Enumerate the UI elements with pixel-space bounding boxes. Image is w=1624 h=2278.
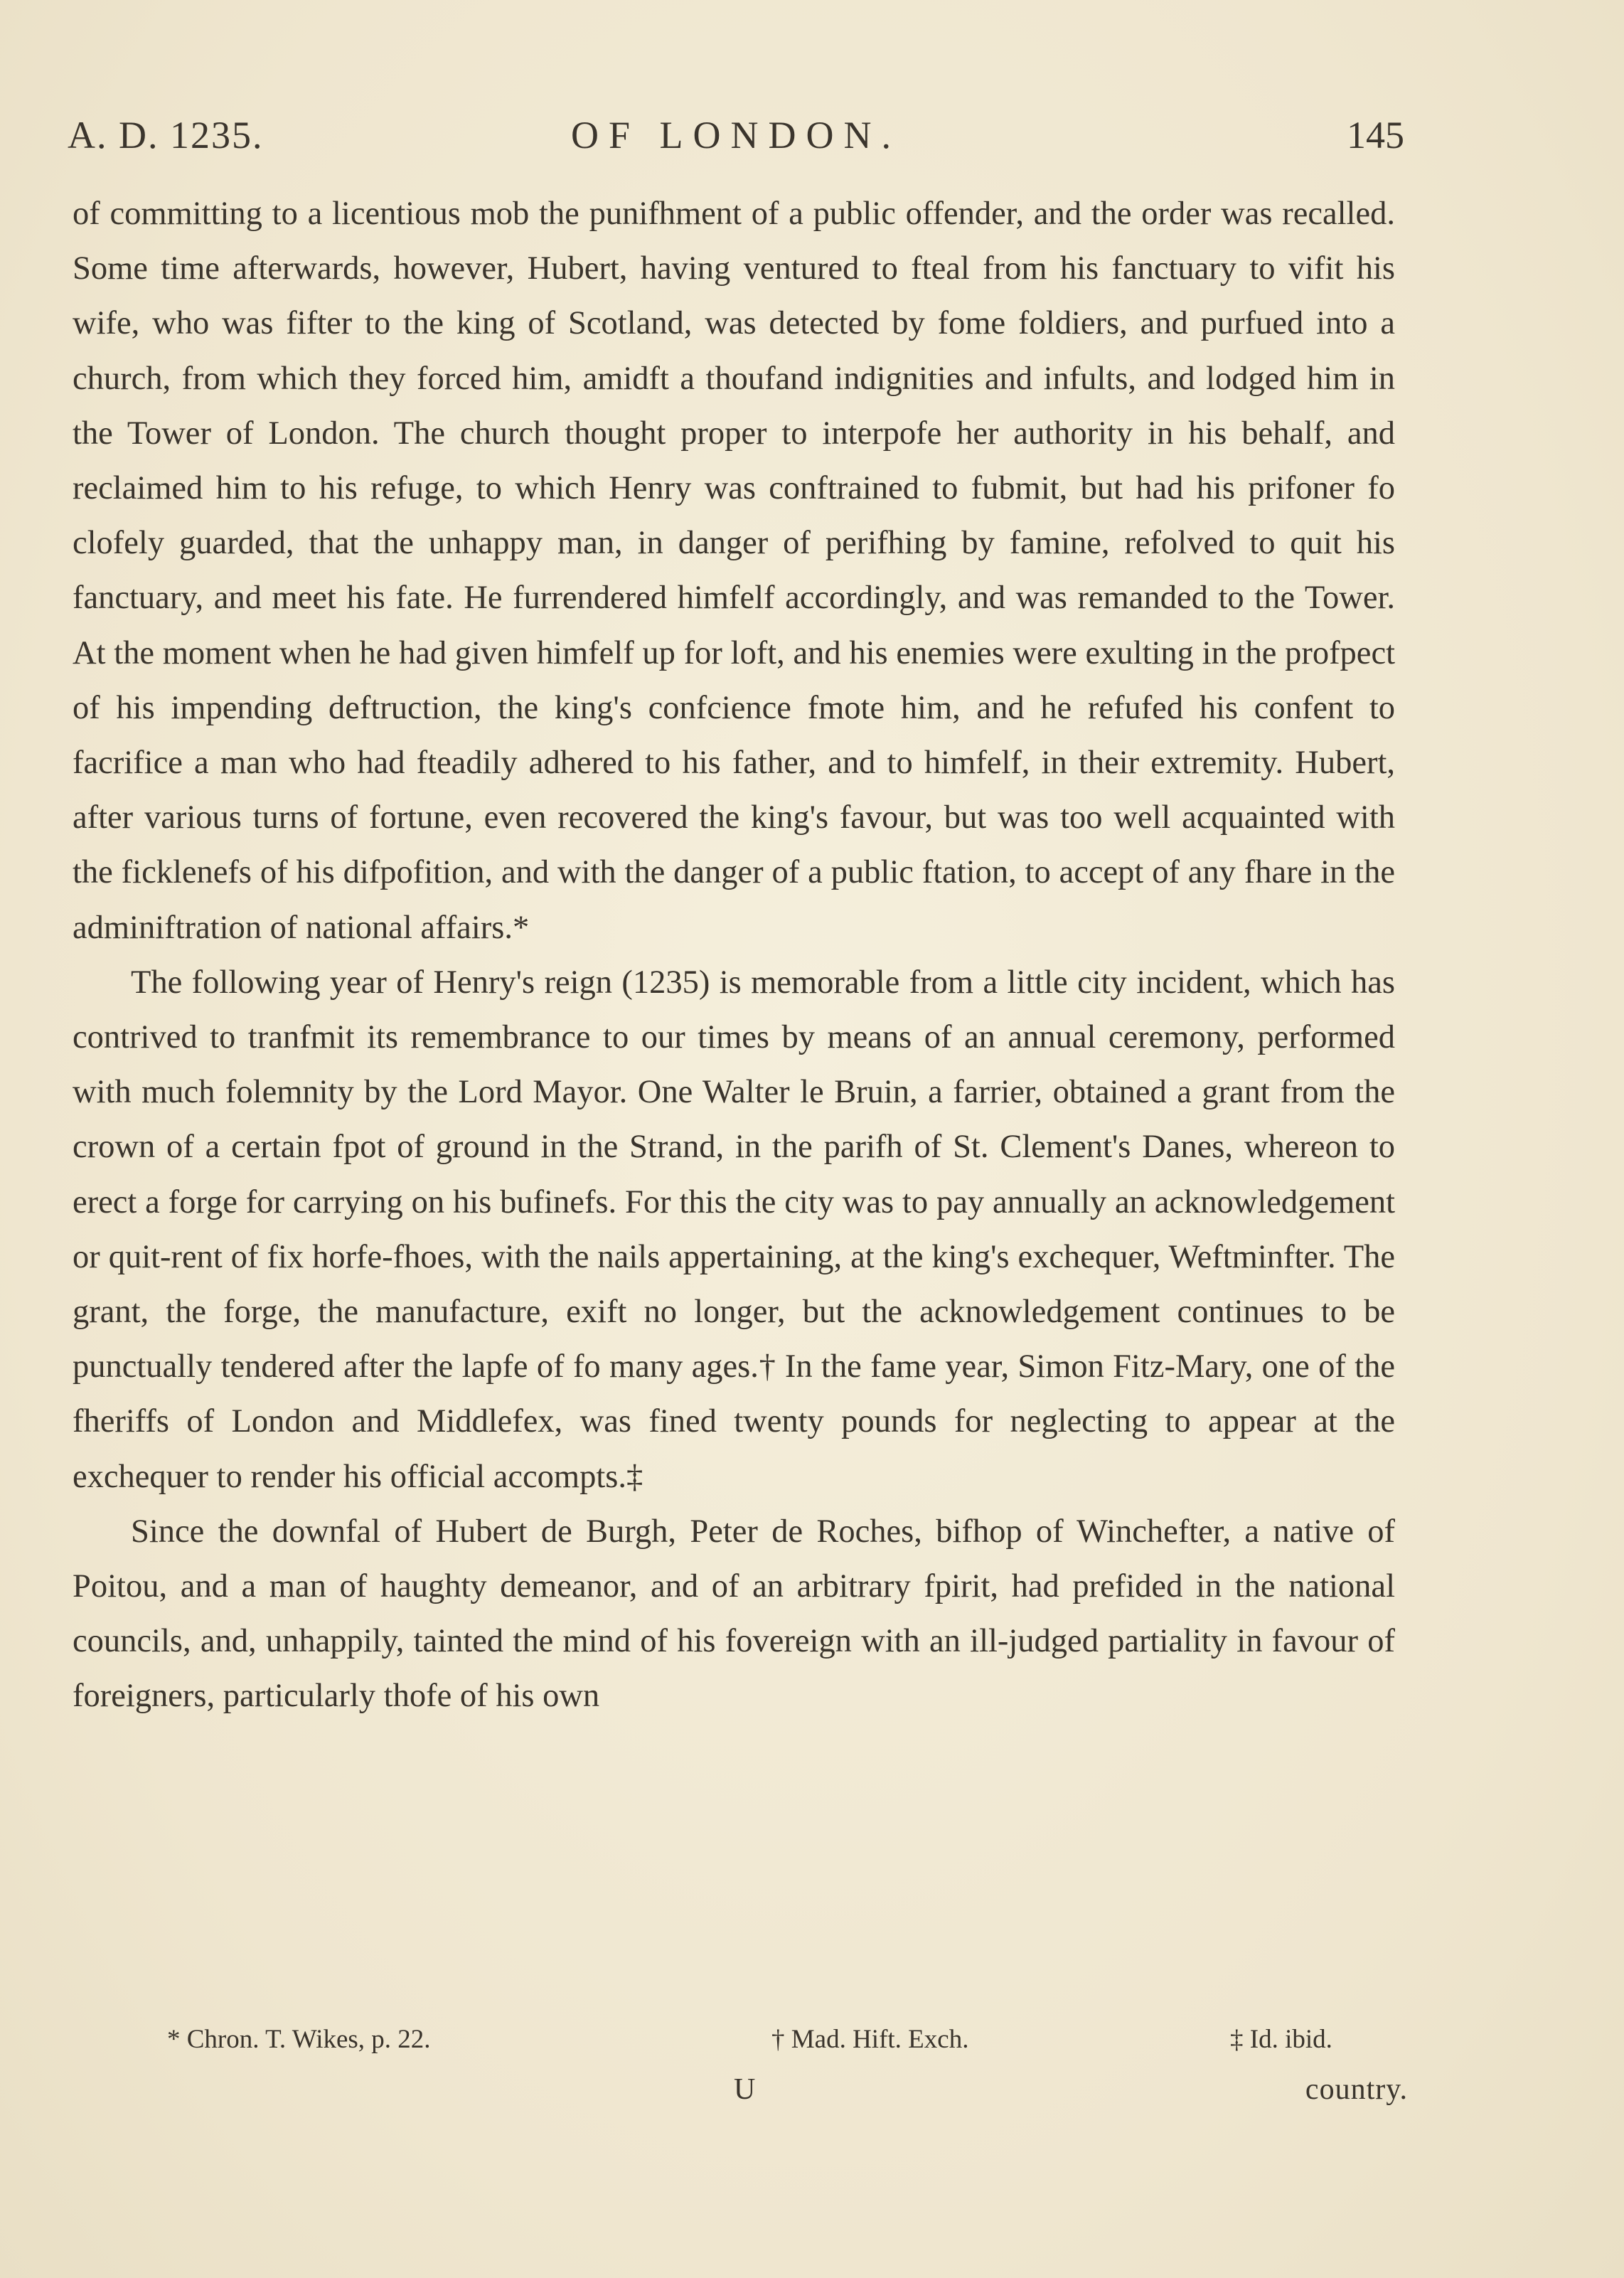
- page-number: 145: [1347, 114, 1404, 156]
- page-foot: [71, 2068, 1408, 2111]
- header-year: A. D. 1235.: [68, 114, 264, 156]
- footnote-3: ‡ Id. ibid.: [1230, 2025, 1332, 2054]
- footnote-1: * Chron. T. Wikes, p. 22.: [167, 2025, 431, 2054]
- running-header: [68, 107, 1404, 164]
- signature-mark: U: [734, 2073, 756, 2106]
- header-title: OF LONDON.: [571, 114, 901, 156]
- footnotes: [71, 2018, 1408, 2061]
- footnote-2: † Mad. Hift. Exch.: [771, 2025, 969, 2054]
- paragraph-2: The following year of Henry's reign (1235) is memorable from a little city incident, which has contrived to tranfmit its remembrance to our times by means of an annual ceremony, performed with much folemnity by the Lord Mayor. One Walter le Bruin, a farrier, obtained a grant from the crown of a certain fpot of ground in the Strand, in the parifh of St. Clement's Danes, whereon to erect a forge for carrying on his bufinefs. For this the city was to pay annually an acknowledgement or quit-rent of fix horfe-fhoes, with the nails appertaining, at the king's exchequer, Weftminfter. The grant, the forge, the manufacture, exift no longer, but the acknowledgement continues to be punctually tendered after the lapfe of fo many ages.† In the fame year, Simon Fitz-Mary, one of the fheriffs of London and Middlefex, was fined twenty pounds for neglecting to appear at the exchequer to render his official accompts.‡: [73, 964, 1395, 1495]
- paragraph-3: Since the downfal of Hubert de Burgh, Peter de Roches, bifhop of Winchefter, a native of Poitou, and a man of haughty demeanor, and of an arbitrary fpirit, had prefided in the national councils, and, unhappily, tainted the mind of his fovereign with an ill-judged partiality in favour of foreigners, particularly thofe of his own: [73, 1513, 1395, 1715]
- body-text: [73, 186, 1395, 1724]
- catchword: country.: [1305, 2073, 1408, 2106]
- paragraph-1: of committing to a licentious mob the punifhment of a public offender, and the order was recalled. Some time afterwards, however, Hubert, having ventured to fteal from his fanctuary to vifit his wife, who was fifter to the king of Scotland, was detected by fome foldiers, and purfued into a church, from which they forced him, amidft a thoufand indignities and infults, and lodged him in the Tower of London. The church thought proper to interpofe her authority in his behalf, and reclaimed him to his refuge, to which Henry was conftrained to fubmit, but had his prifoner fo clofely guarded, that the unhappy man, in danger of perifhing by famine, refolved to quit his fanctuary, and meet his fate. He furrendered himfelf accordingly, and was remanded to the Tower. At the moment when he had given himfelf up for loft, and his enemies were exulting in the profpect of his impending deftruction, the king's confcience fmote him, and he refufed his confent to facrifice a man who had fteadily adhered to his father, and to himfelf, in their extremity. Hubert, after various turns of fortune, even recovered the king's favour, but was too well acquainted with the ficklenefs of his difpofition, and with the danger of a public ftation, to accept of any fhare in the adminiftration of national affairs.*: [73, 196, 1395, 946]
